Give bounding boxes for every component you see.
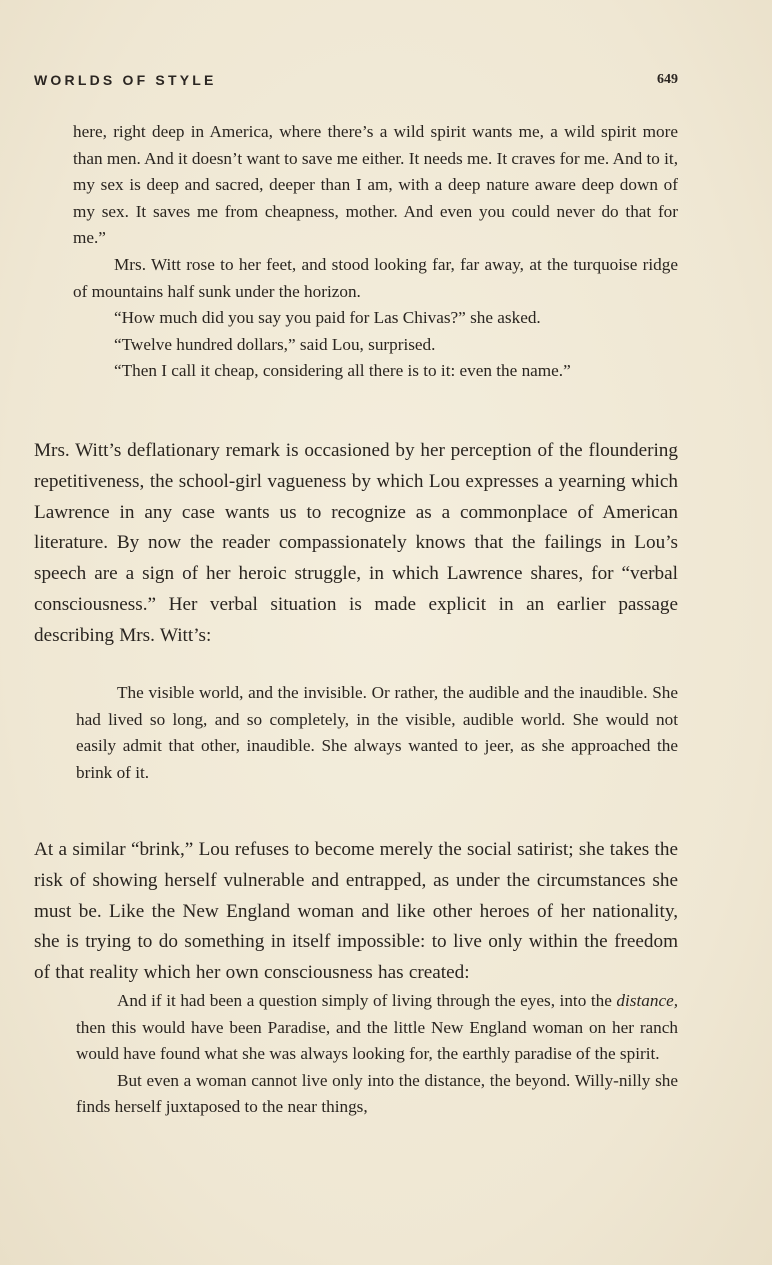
body-paragraph-2 [34, 835, 678, 989]
running-title: WORLDS OF STYLE [34, 72, 217, 88]
running-head [34, 72, 678, 94]
quote-paragraph: But even a woman cannot live only into the distance, the beyond. Willy-nilly she finds herself juxtaposed to the near things, [76, 1070, 678, 1117]
quote-text: then this would have been Paradise, and the little New England woman on her ranch would have found what she was always looking for, the earthly paradise of the spirit. [76, 1017, 678, 1064]
quote-paragraph: “How much did you say you paid for Las Chivas?” she asked. [114, 308, 541, 328]
block-quote-distance [76, 988, 678, 1121]
quote-paragraph: “Twelve hundred dollars,” said Lou, surprised. [114, 334, 436, 354]
quote-text: And if it had been a question simply of living through the eyes, into the [117, 991, 617, 1010]
block-quote-lawrence-dialogue [73, 119, 678, 385]
quote-paragraph: The visible world, and the invisible. Or rather, the audible and the inaudible. She had lived so long, and so completely, in the visible, audible world. She would not easily admit that other, inaudible. She always wanted to jeer, as she approached the brink of it. [76, 683, 678, 782]
quote-paragraph: “Then I call it cheap, considering all there is to it: even the name.” [114, 361, 571, 381]
block-quote-visible-world [76, 680, 678, 786]
page-number: 649 [657, 72, 678, 87]
quote-paragraph: here, right deep in America, where there’s a wild spirit wants me, a wild spirit more than men. And it doesn’t want to save me either. It needs me. It craves for me. And to it, my sex is deep and sacred, deeper than I am, with a deep nature aware deep down of my sex. It saves me from cheapness, mother. And even you could never do that for me.” [73, 122, 678, 248]
quote-emphasis: distance, [616, 991, 678, 1010]
body-paragraph-1 [34, 436, 678, 652]
body-paragraph: At a similar “brink,” Lou refuses to become merely the social satirist; she takes the risk of showing herself vulnerable and entrapped, as under the circumstances she must be. Like the New England woman and like other heroes of her nationality, she is trying to do something in itself impossible: to live only within the freedom of that reality which her own consciousness has created: [34, 839, 678, 984]
quote-paragraph: Mrs. Witt rose to her feet, and stood looking far, far away, at the turquoise ridge of mountains half sunk under the horizon. [73, 254, 678, 301]
body-paragraph: Mrs. Witt’s deflationary remark is occasioned by her perception of the floundering repetitiveness, the school-girl vagueness by which Lou expresses a yearning which Lawrence in any case wants us to recognize as a commonplace of American literature. By now the reader compassionately knows that the failings in Lou’s speech are a sign of her heroic struggle, in which Lawrence shares, for “verbal consciousness.” Her verbal situation is made explicit in an earlier passage describing Mrs. Witt’s: [34, 440, 678, 646]
quote-paragraph [76, 988, 678, 1068]
